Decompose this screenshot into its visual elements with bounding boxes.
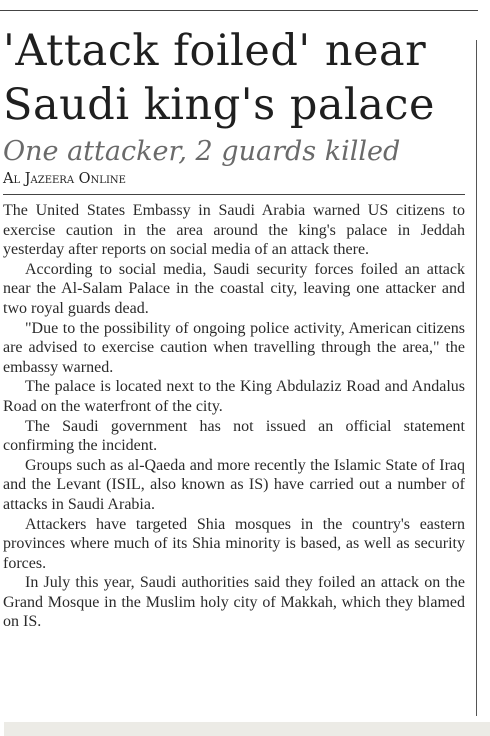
paragraph: The palace is located next to the King Abdulaziz Road and Andalus Road on the waterfront of the city. (3, 378, 465, 415)
paragraph: In July this year, Saudi authorities said they foiled an attack on the Grand Mosque in the Muslim holy city of Makkah, which they blamed on IS. (3, 574, 465, 631)
paragraph: Groups such as al-Qaeda and more recently the Islamic State of Iraq and the Levant (ISIL, also known as IS) have carried out a number of attacks in Saudi Arabia. (3, 456, 465, 513)
top-rule (0, 10, 478, 11)
byline: Al Jazeera Online (3, 170, 465, 195)
news-article (3, 24, 465, 632)
paragraph: The Saudi government has not issued an official statement confirming the incident. (3, 417, 465, 455)
subheadline: One attacker, 2 guards killed (3, 136, 401, 167)
column-rule (476, 40, 477, 716)
paragraph: According to social media, Saudi security forces foiled an attack near the Al-Salam Palace in the coastal city, leaving one attacker and two royal guards dead. (3, 260, 465, 317)
paragraph: "Due to the possibility of ongoing police activity, American citizens are advised to exercise caution when travelling through the area," the embassy warned. (3, 319, 465, 376)
paragraph: The United States Embassy in Saudi Arabia warned US citizens to exercise caution in the area around the king's palace in Jeddah yesterday after reports on social media of an attack there. (3, 202, 465, 259)
paragraph: Attackers have targeted Shia mosques in the country's eastern provinces where much of its Shia minority is based, as well as security forces. (3, 515, 465, 572)
next-article-band (4, 722, 490, 736)
article-body (3, 201, 465, 632)
headline: 'Attack foiled' near Saudi king's palace (3, 26, 435, 130)
